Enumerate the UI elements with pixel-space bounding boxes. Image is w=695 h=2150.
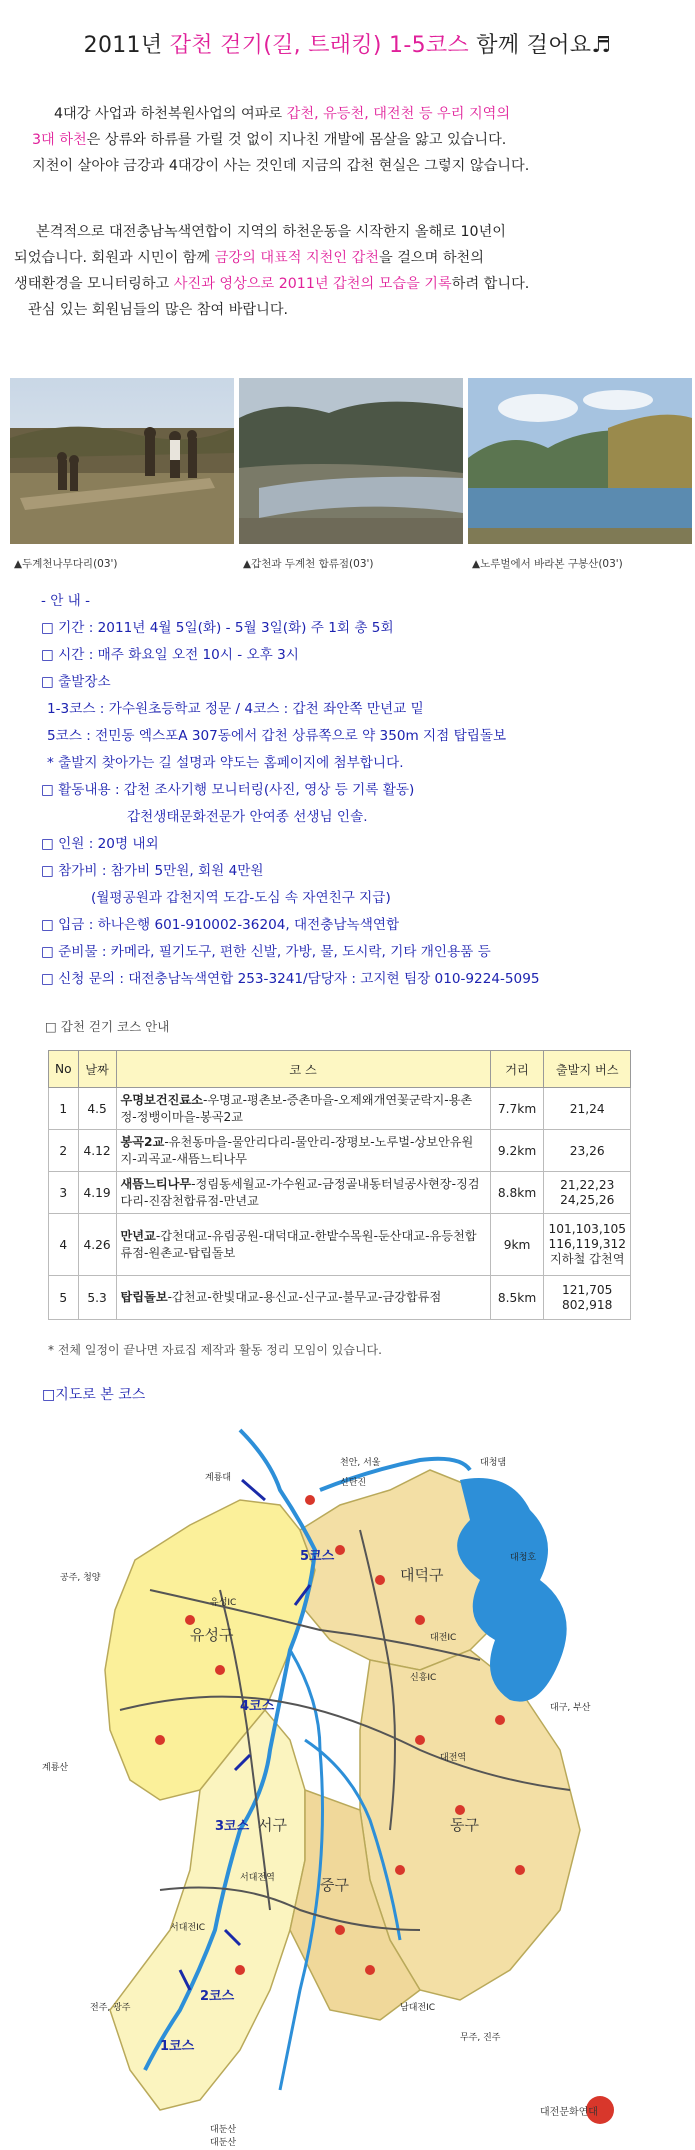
cell-no: 1 <box>49 1088 79 1130</box>
intro-text: 되었습니다. 회원과 시민이 함께 <box>14 250 215 266</box>
photo-confluence <box>239 378 463 544</box>
table-row <box>49 1088 631 1130</box>
photo-caption: ▲갑천과 두계천 합류점(03') <box>243 558 374 570</box>
cell-route <box>116 1172 490 1214</box>
info-section <box>41 588 681 993</box>
place-label: 대전IC <box>430 1633 457 1643</box>
course-table <box>48 1050 631 1320</box>
district-label: 중구 <box>320 1876 349 1894</box>
poi-dot <box>455 1805 465 1815</box>
table-row <box>49 1172 631 1214</box>
poi-dot <box>365 1965 375 1975</box>
table-row <box>49 1276 631 1320</box>
intro-text: 은 상류와 하류를 가릴 것 없이 지나친 개발에 몸살을 앓고 있습니다. <box>86 132 507 148</box>
info-place-note: * 출발지 찾아가는 길 설명과 약도는 홈페이지에 첨부합니다. <box>47 755 404 771</box>
poi-dot <box>395 1865 405 1875</box>
cell-date: 4.19 <box>78 1172 116 1214</box>
cell-bus: 21,22,23 24,25,26 <box>544 1172 631 1214</box>
poi-dot <box>515 1865 525 1875</box>
poi-dot <box>335 1545 345 1555</box>
cell-date: 4.12 <box>78 1130 116 1172</box>
course-label: 4코스 <box>240 1699 275 1714</box>
table-header: 날짜 <box>78 1051 116 1088</box>
info-header: - 안 내 - <box>41 593 91 609</box>
district-label: 유성구 <box>190 1626 234 1644</box>
route-start: 봉곡2교 <box>120 1134 165 1149</box>
intro-text: 4대강 사업과 하천복원사업의 여파로 <box>54 106 287 122</box>
poi-dot <box>215 1665 225 1675</box>
info-fee-note: (월평공원과 갑천지역 도감-도심 속 자연친구 지급) <box>91 890 391 906</box>
table-row <box>49 1214 631 1276</box>
poi-dot <box>375 1575 385 1585</box>
info-people: □ 인원 : 20명 내외 <box>41 836 159 852</box>
photo-gubongsan <box>468 378 692 544</box>
title-prefix: 2011년 <box>83 33 170 58</box>
table-header: 거리 <box>490 1051 544 1088</box>
poi-dot <box>415 1735 425 1745</box>
intro-text: 생태환경을 모니터링하고 <box>14 276 174 292</box>
intro-text: 본격적으로 대전충남녹색연합이 지역의 하천운동을 시작한지 올해로 10년이 <box>36 224 506 240</box>
intro-highlight: 3대 하천 <box>32 132 87 148</box>
intro-paragraph-1 <box>32 101 529 179</box>
cell-date: 5.3 <box>78 1276 116 1320</box>
route-rest: -갑천대교-유림공원-대덕대교-한밭수목원-둔산대교-유등천합류점-원촌교-탑립돌보 <box>120 1228 477 1260</box>
poi-dot <box>335 1925 345 1935</box>
svg-text:대전문화연대: 대전문화연대 <box>540 2107 598 2118</box>
place-label: 서대전IC <box>170 1923 206 1933</box>
cell-route <box>116 1088 490 1130</box>
info-place-1: 1-3코스 : 가수원초등학교 정문 / 4코스 : 갑천 좌안쪽 만년교 밑 <box>47 701 424 717</box>
intro-highlight: 사진과 영상으로 2011년 갑천의 모습을 기록 <box>173 276 452 292</box>
place-label: 남대전IC <box>400 2003 436 2013</box>
cell-no: 3 <box>49 1172 79 1214</box>
route-rest: -유천동마을-물안리다리-물안리-장평보-노루벌-상보안유원지-괴곡교-새뜸느티나무 <box>120 1134 474 1166</box>
direction-label: 전주, 광주 <box>90 2003 131 2013</box>
direction-label: 대둔산 <box>210 2138 237 2148</box>
cell-distance: 8.5km <box>490 1276 544 1320</box>
intro-highlight: 갑천, 유등천, 대전천 등 우리 지역의 <box>286 106 511 122</box>
page-title <box>0 28 695 59</box>
course-section-title: □ 갑천 걷기 코스 안내 <box>45 1019 170 1034</box>
direction-label: 대구, 부산 <box>550 1703 591 1713</box>
cell-route <box>116 1214 490 1276</box>
photo-caption: ▲노루벌에서 바라본 구봉산(03') <box>472 558 623 570</box>
table-row <box>49 1130 631 1172</box>
route-rest: -갑천교-한빛대교-용신교-신구교-불무교-금강합류점 <box>167 1290 442 1304</box>
map-section-title: □지도로 본 코스 <box>42 1387 146 1403</box>
info-activity-guide: 갑천생태문화전문가 안여종 선생님 인솔. <box>127 809 368 825</box>
mountain-label: 계룡산 <box>42 1763 69 1773</box>
course-marker <box>242 1480 265 1500</box>
place-label: 서대전역 <box>240 1873 275 1883</box>
course-label: 3코스 <box>215 1819 250 1834</box>
cell-bus: 21,24 <box>544 1088 631 1130</box>
table-header: 코 스 <box>116 1051 490 1088</box>
poi-dot <box>185 1615 195 1625</box>
cell-bus: 101,103,105 116,119,312 지하철 갑천역 <box>544 1214 631 1276</box>
cell-route <box>116 1276 490 1320</box>
poi-dot <box>235 1965 245 1975</box>
direction-label: 무주, 진주 <box>460 2033 501 2043</box>
poi-dot <box>155 1735 165 1745</box>
cell-bus: 23,26 <box>544 1130 631 1172</box>
direction-label: 천안, 서울 <box>340 1458 381 1468</box>
route-start: 만년교 <box>120 1228 156 1243</box>
route-rest: -정림동세월교-가수원교-금정골내동터널공사현장-징검다리-진잠천합류점-만년교 <box>120 1176 480 1208</box>
info-period: □ 기간 : 2011년 4월 5일(화) - 5월 3일(화) 주 1회 총 5회 <box>41 620 394 636</box>
cell-no: 5 <box>49 1276 79 1320</box>
title-suffix: 함께 걸어요♬ <box>468 33 612 58</box>
place-label: 신탄진 <box>340 1478 367 1488</box>
poi-dot <box>415 1615 425 1625</box>
info-prep: □ 준비물 : 카메라, 필기도구, 편한 신발, 가방, 물, 도시락, 기타 개인용품 등 <box>41 944 491 960</box>
course-note: * 전체 일정이 끝나면 자료집 제작과 활동 정리 모임이 있습니다. <box>48 1343 382 1357</box>
title-highlight: 갑천 걷기(길, 트래킹) 1-5코스 <box>169 33 469 58</box>
district-label: 대덕구 <box>400 1566 444 1584</box>
poi-dot <box>495 1715 505 1725</box>
photo-bridge <box>10 378 234 544</box>
place-label: 계룡대 <box>205 1473 232 1483</box>
intro-text: 관심 있는 회원님들의 많은 참여 바랍니다. <box>28 302 289 318</box>
district-label: 서구 <box>258 1816 287 1834</box>
cell-no: 2 <box>49 1130 79 1172</box>
route-start: 탑립돌보 <box>120 1290 168 1304</box>
course-map <box>40 1410 660 2150</box>
info-deposit: □ 입금 : 하나은행 601-910002-36204, 대전충남녹색연합 <box>41 917 400 933</box>
course-label: 1코스 <box>160 2039 195 2054</box>
info-place-2: 5코스 : 전민동 엑스포A 307동에서 갑천 상류쪽으로 약 350m 지점 탑립돌보 <box>47 728 507 744</box>
poi-dot <box>305 1495 315 1505</box>
cell-distance: 9.2km <box>490 1130 544 1172</box>
map-logo <box>540 2096 614 2124</box>
table-header: No <box>49 1051 79 1088</box>
route-start: 새뜸느티나무 <box>120 1176 192 1191</box>
cell-route <box>116 1130 490 1172</box>
cell-bus: 121,705 802,918 <box>544 1276 631 1320</box>
route-start: 우명보건진료소 <box>120 1092 203 1107</box>
info-contact: □ 신청 문의 : 대전충남녹색연합 253-3241/담당자 : 고지현 팀장 010-9224-5095 <box>41 971 540 987</box>
table-header: 출발지 버스 <box>544 1051 631 1088</box>
cell-date: 4.26 <box>78 1214 116 1276</box>
photo-caption: ▲두계천나무다리(03') <box>14 558 118 570</box>
district-label: 동구 <box>450 1816 479 1834</box>
info-place-title: □ 출발장소 <box>41 674 111 690</box>
place-label: 유성IC <box>210 1598 237 1608</box>
course-label: 2코스 <box>200 1989 235 2004</box>
direction-label: 공주, 청양 <box>60 1573 101 1583</box>
place-label: 대청댐 <box>480 1458 507 1468</box>
intro-text: 을 걸으며 하천의 <box>379 250 484 266</box>
place-label: 대청호 <box>510 1553 537 1563</box>
course-label: 5코스 <box>300 1549 335 1564</box>
cell-distance: 9km <box>490 1214 544 1276</box>
intro-paragraph-2 <box>14 219 529 323</box>
info-activity: □ 활동내용 : 갑천 조사기행 모니터링(사진, 영상 등 기록 활동) <box>41 782 415 798</box>
intro-text: 지천이 살아야 금강과 4대강이 사는 것인데 지금의 갑천 현실은 그렇지 않습니다. <box>32 158 530 174</box>
info-time: □ 시간 : 매주 화요일 오전 10시 - 오후 3시 <box>41 647 299 663</box>
route-rest: -우명교-평촌보-증촌마을-오제왜개연꽃군락지-용촌정-정뱅이마을-봉곡2교 <box>120 1092 473 1124</box>
intro-text: 하려 합니다. <box>451 276 530 292</box>
cell-distance: 8.8km <box>490 1172 544 1214</box>
mountain-label: 대둔산 <box>210 2125 237 2135</box>
cell-date: 4.5 <box>78 1088 116 1130</box>
intro-highlight: 금강의 대표적 지천인 갑천 <box>214 250 380 266</box>
place-label: 신흥IC <box>410 1673 437 1683</box>
place-label: 대전역 <box>440 1753 467 1763</box>
cell-no: 4 <box>49 1214 79 1276</box>
cell-distance: 7.7km <box>490 1088 544 1130</box>
info-fee: □ 참가비 : 참가비 5만원, 회원 4만원 <box>41 863 264 879</box>
